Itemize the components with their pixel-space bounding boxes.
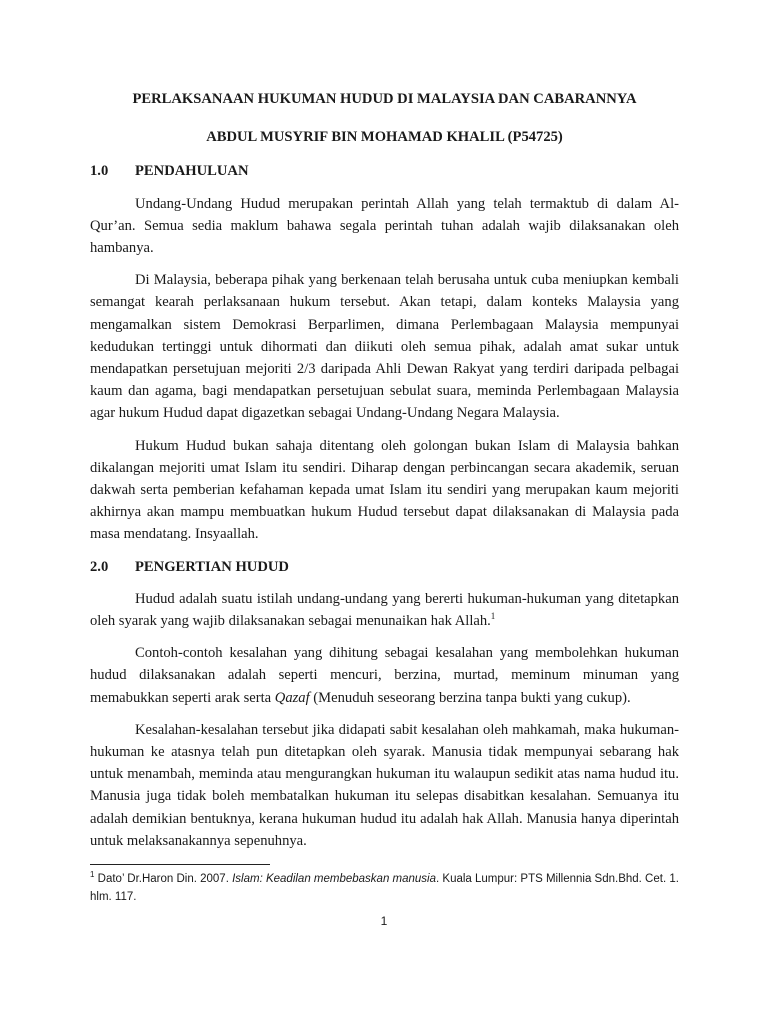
section-number: 1.0 (90, 163, 109, 180)
footnote-marker: 1 (90, 870, 95, 880)
section-heading-pendahuluan (90, 160, 679, 182)
section-number: 2.0 (90, 558, 109, 575)
page-number: 1 (380, 914, 388, 928)
document-author: ABDUL MUSYRIF BIN MOHAMAD KHALIL (P54725) (206, 129, 563, 146)
document-body (90, 88, 679, 862)
paragraph-text: Hudud adalah suatu istilah undang-undang yang bererti hukuman-hukuman yang ditetapkan oleh syarak yang wajib dilaksanakan sebagai menunaikan hak Allah. (90, 590, 679, 630)
footnote-text: . Kuala Lumpur: PTS Millennia Sdn.Bhd. Cet. 1. hlm. 117. (90, 873, 679, 903)
paragraph-text: (Menuduh seseorang berzina tanpa bukti yang cukup). (309, 689, 631, 706)
paragraph: Kesalahan-kesalahan tersebut jika didapati sabit kesalahan oleh mahkamah, maka hukuman-hukuman ke atasnya telah pun ditetapkan oleh syarak. Manusia tidak mempunyai sebarang hak untuk menambah, meminda atau mengurangkan hukuman itu walaupun sedikit atas nama hudud itu. Manusia juga tidak boleh membatalkan hukuman itu selepas disabitkan kesalahan. Semuanya itu adalah demikian bentuknya, kerana hukuman hudud itu adalah hak Allah. Manusia hanya diperintah untuk melaksanakannya sepenuhnya. (90, 721, 679, 849)
italic-term: Qazaf (274, 689, 310, 706)
paragraph: Di Malaysia, beberapa pihak yang berkenaan telah berusaha untuk cuba meniupkan kembali semangat kearah perlaksanaan hukum tersebut. Akan tetapi, dalam konteks Malaysia yang mengamalkan sistem Demokrasi Berparlimen, dimana Perlembagaan Malaysia mempunyai kedudukan tertinggi untuk dihormati dan diikuti oleh semua pihak, adalah amat sukar untuk mendapatkan persetujuan mejoriti 2/3 daripada Ahli Dewan Rakyat yang terdiri daripada pelbagai kaum dan agama, bagi mendapatkan persetujuan sebulat suara, meminda Perlembagaan Malaysia agar hukum Hudud dapat digazetkan sebagai Undang-Undang Negara Malaysia. (90, 272, 679, 422)
paragraph-text: Contoh-contoh kesalahan yang dihitung sebagai kesalahan yang membolehkan hukuman hudud dilaksanakan adalah seperti mencuri, berzina, murtad, meminum minuman yang memabukkan seperti arak serta (90, 645, 679, 706)
section-heading-pengertian-hudud (90, 556, 679, 578)
section-title: PENGERTIAN HUDUD (135, 558, 289, 575)
footnote-book-title: Islam: Keadilan membebaskan manusia (232, 873, 437, 885)
footnote-text: Dato’ Dr.Haron Din. 2007. (94, 873, 233, 885)
footnote (90, 870, 690, 906)
footnote-divider (90, 864, 270, 865)
document-title: PERLAKSANAAN HUKUMAN HUDUD DI MALAYSIA DAN CABARANNYA (132, 91, 637, 107)
paragraph (90, 642, 679, 709)
paragraph (90, 588, 679, 632)
paragraph: Undang-Undang Hudud merupakan perintah Allah yang telah termaktub di dalam Al-Qur’an. Semua sedia maklum bahawa segala perintah tuhan adalah wajib dilaksanakan oleh hambanya. (90, 195, 679, 257)
paragraph: Hukum Hudud bukan sahaja ditentang oleh golongan bukan Islam di Malaysia bahkan dikalangan mejoriti umat Islam itu sendiri. Diharap dengan perbincangan secara akademik, seruan dakwah serta pemberian kefahaman kepada umat Islam itu sendiri yang merupakan kaum mejoriti akhirnya akan mampu membuatkan hukum Hudud tersebut dapat dilaksanakan di Malaysia pada masa mendatang. Insyaallah. (90, 437, 679, 543)
footnote-reference[interactable]: 1 (490, 611, 496, 622)
section-title: PENDAHULUAN (135, 163, 249, 180)
